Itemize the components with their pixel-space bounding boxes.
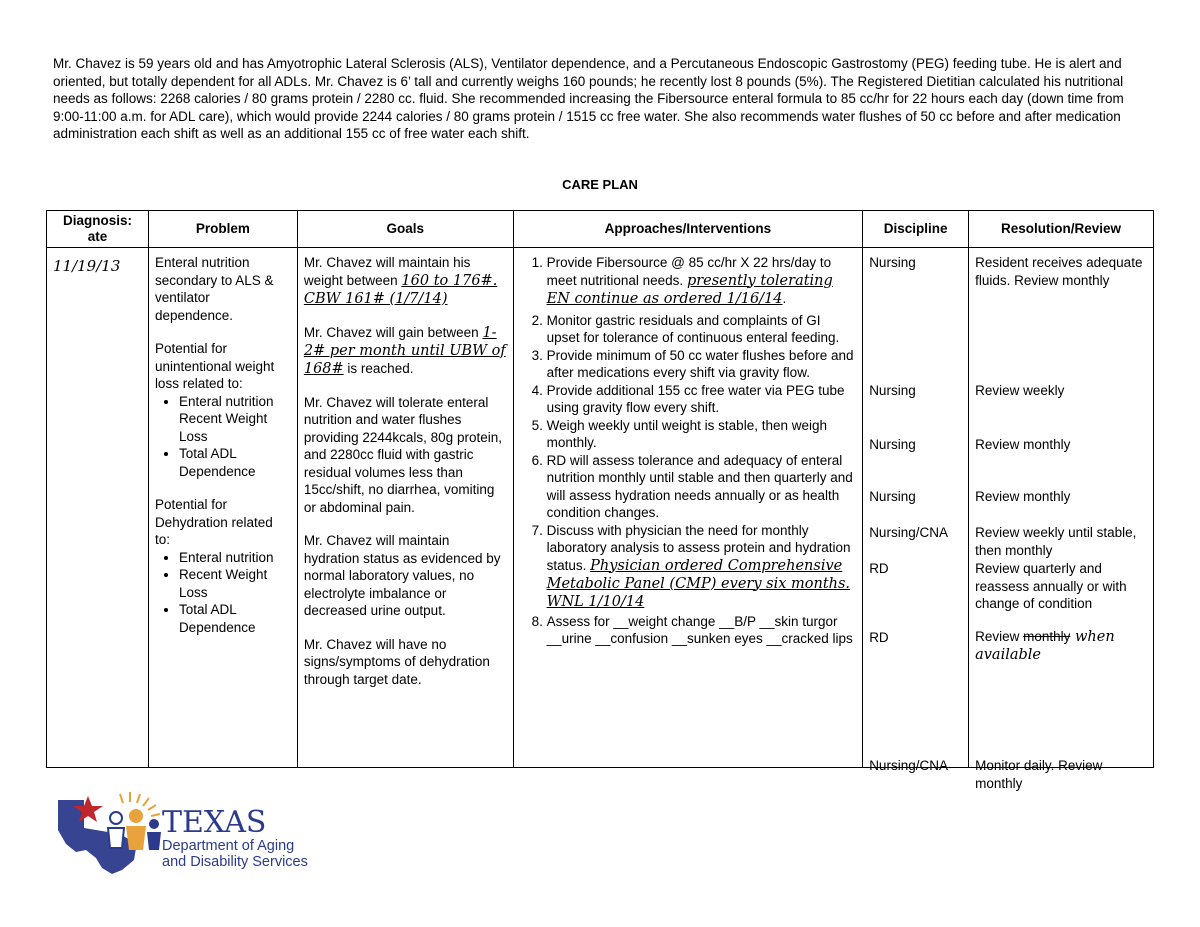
approach-2: 2. Monitor gastric residuals and complaints of GI upset for tolerance of continuous enteral feeding.: [547, 312, 857, 347]
care-plan-title: CARE PLAN: [562, 177, 638, 192]
goal-2: Mr. Chavez will gain between 1-2# per month until UBW of 168# is reached.: [303, 324, 506, 377]
resolution-5: Review weekly until stable, then monthly: [975, 525, 1137, 558]
handwritten-note: 160 to 176#. CBW 161# (1/7/14): [303, 272, 498, 307]
discipline-2: Nursing: [869, 383, 916, 398]
discipline-cell: [863, 248, 969, 773]
header-problem: Problem: [148, 211, 297, 248]
header-goals: Goals: [297, 211, 513, 248]
problem-3: Potential for Dehydration related to: • Enteral nutrition • Recent Weight Loss • Total ADL Dependence: [155, 496, 291, 636]
header-approaches: Approaches/Interventions: [513, 211, 863, 248]
intro-paragraph: Mr. Chavez is 59 years old and has Amyotrophic Lateral Sclerosis (ALS), Ventilator dependence, and a Percutaneous Endoscopic Gastrostomy (PEG) feeding tube. He is alert and oriented, but totally dependent for all ADLs. Mr. Chavez is 6’ tall and currently weighs 160 pounds; he recently lost 8 pounds (5%). The Registered Dietitian calculated his nutritional needs as follows: 2268 calories / 80 grams protein / 2280 cc. fluid. She recommended increasing the Fibersource enteral formula to 85 cc/hr for 22 hours each day (down time from 9:00-11:00 a.m. for ADL care), which would provide 2244 calories / 80 grams protein / 1515 cc free water. She also recommends water flushes of 50 cc before and after medication administration each shift as well as an additional 155 cc of free water each shift.: [53, 56, 1124, 142]
resolution-1: Resident receives adequate fluids. Review monthly: [975, 255, 1143, 288]
approach-5: 5. Weigh weekly until weight is stable, then weigh monthly.: [547, 417, 857, 452]
list-item: • Enteral nutrition Recent Weight Loss: [179, 393, 291, 446]
resolution-8: Monitor daily. Review monthly: [975, 758, 1103, 791]
goal-1: Mr. Chavez will maintain his weight between 160 to 176#. CBW 161# (1/7/14): [303, 255, 498, 307]
discipline-7: RD: [869, 630, 889, 645]
resolution-4: Review monthly: [975, 489, 1071, 504]
header-resolution: Resolution/Review: [969, 211, 1154, 248]
table-row: [47, 248, 1154, 768]
problem-2: Potential for unintentional weight loss related to: • Enteral nutrition Recent Weight Loss • Total ADL Dependence: [155, 340, 291, 480]
problem-cell: [148, 248, 297, 768]
discipline-4: Nursing: [869, 489, 916, 504]
resolution-2: Review weekly: [975, 383, 1065, 398]
goal-5: Mr. Chavez will have no signs/symptoms of dehydration through target date.: [303, 636, 490, 687]
handwritten-note: 1-2# per month until UBW of 168#: [303, 324, 506, 377]
list-item: • Total ADL Dependence: [179, 445, 291, 480]
approach-3: 3. Provide minimum of 50 cc water flushes before and after medications every shift via gravity flow.: [547, 347, 857, 382]
discipline-6: RD: [869, 561, 889, 576]
approach-1: 1. Provide Fibersource @ 85 cc/hr X 22 hrs/day to meet nutritional needs. presently tolerating EN continue as ordered 1/16/14.: [547, 254, 857, 308]
resolution-6: Review quarterly and reassess annually or with change of condition: [975, 561, 1127, 611]
table-header-row: [47, 211, 1154, 248]
discipline-5: Nursing/CNA: [869, 525, 948, 540]
handwritten-note: Physician ordered Comprehensive Metabolic Panel (CMP) every six months. WNL 1/10/14: [546, 557, 851, 610]
header-diagnosis: Diagnosis: ate: [47, 211, 149, 248]
discipline-3: Nursing: [869, 437, 916, 452]
logo-line1: Department of Aging: [162, 838, 295, 854]
handwritten-note: presently tolerating EN continue as ordered 1/16/14: [546, 272, 833, 307]
resolution-3: Review monthly: [975, 437, 1071, 452]
resolution-cell: [969, 248, 1154, 791]
discipline-1: Nursing: [869, 255, 916, 270]
approach-8: 8. Assess for __weight change __B/P __skin turgor __urine __confusion __sunken eyes __cracked lips: [547, 613, 857, 648]
handwritten-note: when available: [975, 629, 1115, 663]
approaches-cell: [513, 248, 863, 768]
texas-state-shape: [58, 800, 136, 874]
texas-logo-graphic: [50, 788, 320, 878]
goal-3: Mr. Chavez will tolerate enteral nutrition and water flushes providing 2244kcals, 80g protein, and 2280cc fluid with gastric residual volumes less than 15cc/shift, no diarrhea, vomiting or abdominal pain.: [303, 394, 502, 515]
diagnosis-date: 11/19/13: [53, 257, 121, 275]
discipline-8: Nursing/CNA: [869, 758, 948, 773]
care-plan-table: [46, 210, 1154, 791]
approach-6: 6. RD will assess tolerance and adequacy of enteral nutrition monthly until stable and then quarterly and will assess hydration needs annually or as health condition changes.: [547, 452, 857, 522]
header-discipline: Discipline: [863, 211, 969, 248]
list-item: • Recent Weight Loss: [179, 566, 291, 601]
list-item: • Total ADL Dependence: [179, 601, 291, 636]
resolution-7: Review monthly when available: [975, 629, 1115, 663]
diagnosis-date-cell: [47, 248, 149, 768]
problem-1: Enteral nutrition secondary to ALS & ventilator dependence.: [154, 255, 274, 323]
list-item: • Enteral nutrition: [179, 549, 291, 567]
dads-logo: [50, 788, 320, 878]
approach-4: 4. Provide additional 155 cc free water via PEG tube using gravity flow every shift.: [547, 382, 857, 417]
logo-line2: and Disability Services: [162, 854, 308, 870]
goals-cell: [297, 248, 513, 768]
approach-7: 7. Discuss with physician the need for monthly laboratory analysis to assess protein and hydration status. Physician ordered Comprehensive Metabolic Panel (CMP) every six months. WNL 1/10/14: [547, 522, 857, 611]
goal-4: Mr. Chavez will maintain hydration status as evidenced by normal laboratory values, no electrolyte imbalance or decreased urine output.: [303, 533, 501, 618]
logo-word: TEXAS: [162, 805, 267, 840]
